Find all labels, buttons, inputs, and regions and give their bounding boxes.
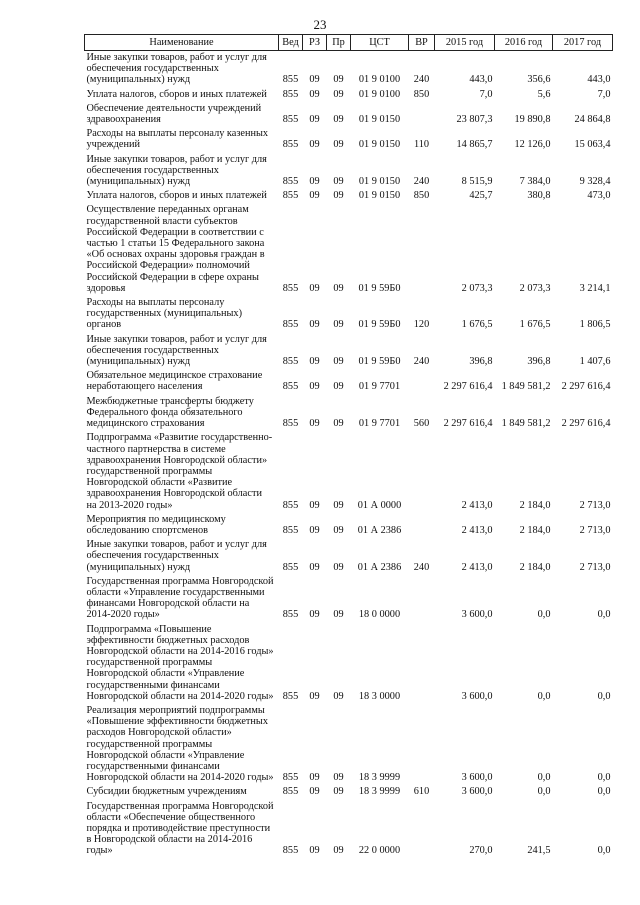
row-value-2017: 2 297 616,4 (561, 418, 611, 430)
row-vr: 240 (413, 176, 430, 188)
row-ved: 855 (282, 772, 299, 784)
table-row (85, 704, 613, 785)
header-2017: 2017 год (553, 35, 613, 51)
row-value-2017: 0,0 (597, 845, 611, 857)
row-ved: 855 (282, 88, 299, 100)
row-name: Мероприятия по медицинскому обследованию спортсменов (86, 513, 226, 536)
row-value-2016: 396,8 (527, 356, 551, 368)
row-value-2015: 23 807,3 (456, 114, 493, 126)
row-ved: 855 (282, 786, 299, 798)
table-row (85, 102, 613, 127)
row-rz: 09 (309, 418, 320, 430)
row-value-2017: 0,0 (597, 786, 611, 798)
row-pr: 09 (333, 139, 344, 151)
row-name: Подпрограмма «Повышение эффективности бюджетных расходов Новгородской области на 2014-2016 годы» государственной программы Новгородской области «Управление государственными финансами Новгородской области на 2014-2020 годы» (86, 623, 274, 702)
row-value-2016: 0,0 (537, 786, 551, 798)
table-row (85, 538, 613, 575)
row-pr: 09 (333, 114, 344, 126)
row-value-2017: 1 407,6 (579, 356, 611, 368)
header-cst: ЦСТ (351, 35, 409, 51)
row-value-2016: 241,5 (527, 845, 551, 857)
row-rz: 09 (309, 176, 320, 188)
row-cst: 22 0 0000 (358, 845, 401, 857)
table-row (85, 296, 613, 333)
row-value-2016: 0,0 (537, 772, 551, 784)
row-value-2016: 380,8 (527, 190, 551, 202)
row-pr: 09 (333, 381, 344, 393)
row-value-2016: 356,6 (527, 74, 551, 86)
row-value-2015: 2 297 616,4 (443, 418, 493, 430)
row-value-2016: 2 073,3 (519, 282, 551, 294)
table-row (85, 189, 613, 203)
row-name: Иные закупки товаров, работ и услуг для обеспечения государственных (муниципальных) нужд (86, 539, 267, 573)
row-value-2015: 2 413,0 (461, 561, 493, 573)
row-name: Обеспечение деятельности учреждений здравоохранения (86, 102, 262, 126)
row-value-2016: 19 890,8 (514, 114, 551, 126)
row-rz: 09 (309, 609, 320, 621)
header-pr: Пр (327, 35, 351, 51)
row-value-2015: 396,8 (469, 356, 493, 368)
row-rz: 09 (309, 561, 320, 573)
row-vr (409, 575, 435, 623)
table-body (85, 51, 613, 859)
row-name: Межбюджетные трансферты бюджету Федерального фонда обязательного медицинского страхования (86, 395, 254, 430)
row-pr: 09 (333, 190, 344, 202)
row-cst: 01 9 59Б0 (358, 319, 401, 331)
row-value-2016: 1 676,5 (519, 319, 551, 331)
row-vr (409, 369, 435, 394)
table-row (85, 88, 613, 102)
row-cst: 18 3 9999 (358, 786, 401, 798)
row-pr: 09 (333, 524, 344, 536)
row-vr (409, 513, 435, 538)
row-value-2017: 443,0 (587, 74, 611, 86)
row-rz: 09 (309, 524, 320, 536)
header-vr: ВР (409, 35, 435, 51)
row-value-2015: 2 413,0 (461, 524, 493, 536)
row-rz: 09 (309, 139, 320, 151)
row-value-2015: 14 865,7 (456, 139, 493, 151)
row-cst: 01 9 0150 (358, 190, 401, 202)
row-value-2017: 2 297 616,4 (561, 381, 611, 393)
row-value-2016: 2 184,0 (519, 524, 551, 536)
budget-table (84, 34, 613, 859)
row-cst: 01 А 0000 (357, 499, 402, 511)
row-value-2015: 3 600,0 (461, 772, 493, 784)
row-vr: 240 (413, 561, 430, 573)
row-vr (409, 704, 435, 785)
row-name: Государственная программа Новгородской области «Управление государственными финансами Новгородской области на 2014-2020 годы» (86, 575, 274, 621)
row-value-2017: 2 713,0 (579, 499, 611, 511)
header-name: Наименование (85, 35, 279, 51)
row-name: Расходы на выплаты персоналу казенных учреждений (86, 128, 269, 151)
row-vr: 560 (413, 418, 430, 430)
table-header (85, 35, 613, 51)
row-ved: 855 (282, 690, 299, 702)
row-value-2017: 2 713,0 (579, 561, 611, 573)
row-rz: 09 (309, 381, 320, 393)
row-rz: 09 (309, 772, 320, 784)
row-name: Подпрограмма «Развитие государственно-частного партнерства в системе здравоохранения Новгородской области» государственной программы Новгородской области «Развитие здравоохранения Новгородской области на 2013-2020 годы» (86, 432, 273, 511)
row-cst: 01 9 0100 (358, 88, 401, 100)
row-ved: 855 (282, 418, 299, 430)
row-pr: 09 (333, 418, 344, 430)
header-2015: 2015 год (435, 35, 495, 51)
table-row (85, 395, 613, 432)
row-value-2017: 0,0 (597, 609, 611, 621)
row-ved: 855 (282, 609, 299, 621)
row-value-2016: 2 184,0 (519, 499, 551, 511)
row-value-2016: 1 849 581,2 (501, 381, 551, 393)
row-vr (409, 800, 435, 859)
row-value-2015: 3 600,0 (461, 690, 493, 702)
row-value-2017: 15 063,4 (574, 139, 611, 151)
row-value-2016: 12 126,0 (514, 139, 551, 151)
row-pr: 09 (333, 319, 344, 331)
row-ved: 855 (282, 176, 299, 188)
row-rz: 09 (309, 319, 320, 331)
row-vr (409, 431, 435, 512)
row-vr: 240 (413, 74, 430, 86)
row-rz: 09 (309, 499, 320, 511)
row-cst: 01 9 59Б0 (358, 356, 401, 368)
row-value-2015: 2 073,3 (461, 282, 493, 294)
row-value-2017: 0,0 (597, 690, 611, 702)
row-cst: 01 9 59Б0 (358, 282, 401, 294)
row-vr: 850 (413, 88, 430, 100)
table-row (85, 369, 613, 394)
row-value-2017: 9 328,4 (579, 176, 611, 188)
row-value-2015: 1 676,5 (461, 319, 493, 331)
row-value-2017: 1 806,5 (579, 319, 611, 331)
row-value-2015: 3 600,0 (461, 786, 493, 798)
row-ved: 855 (282, 845, 299, 857)
table-row (85, 513, 613, 538)
row-name: Расходы на выплаты персоналу государственных (муниципальных) органов (86, 297, 243, 331)
row-cst: 01 9 0100 (358, 74, 401, 86)
row-pr: 09 (333, 88, 344, 100)
row-value-2016: 1 849 581,2 (501, 418, 551, 430)
row-value-2016: 0,0 (537, 690, 551, 702)
row-pr: 09 (333, 74, 344, 86)
row-cst: 18 3 0000 (358, 690, 401, 702)
row-value-2017: 0,0 (597, 772, 611, 784)
row-value-2015: 2 297 616,4 (443, 381, 493, 393)
row-vr: 850 (413, 190, 430, 202)
row-rz: 09 (309, 690, 320, 702)
row-rz: 09 (309, 74, 320, 86)
row-ved: 855 (282, 74, 299, 86)
row-pr: 09 (333, 176, 344, 188)
row-name: Субсидии бюджетным учреждениям (86, 786, 247, 798)
row-pr: 09 (333, 609, 344, 621)
row-pr: 09 (333, 786, 344, 798)
row-cst: 01 9 0150 (358, 114, 401, 126)
row-ved: 855 (282, 190, 299, 202)
row-value-2017: 7,0 (597, 88, 611, 100)
row-ved: 855 (282, 561, 299, 573)
row-name: Реализация мероприятий подпрограммы «Повышение эффективности бюджетных расходов Новгородской области» государственной программы Новгородской области «Управление государственными финансами Новгородской области на 2014-2020 годы» (86, 704, 274, 784)
row-pr: 09 (333, 690, 344, 702)
table-row (85, 333, 613, 370)
row-cst: 01 9 0150 (358, 139, 401, 151)
row-value-2017: 2 713,0 (579, 524, 611, 536)
table-row (85, 153, 613, 190)
row-ved: 855 (282, 381, 299, 393)
row-cst: 01 9 7701 (358, 418, 401, 430)
row-value-2016: 0,0 (537, 609, 551, 621)
row-rz: 09 (309, 190, 320, 202)
table-row (85, 785, 613, 799)
row-name: Иные закупки товаров, работ и услуг для обеспечения государственных (муниципальных) нужд (86, 52, 267, 86)
row-ved: 855 (282, 524, 299, 536)
row-rz: 09 (309, 845, 320, 857)
row-pr: 09 (333, 499, 344, 511)
row-vr (409, 203, 435, 296)
row-value-2015: 7,0 (479, 88, 493, 100)
row-ved: 855 (282, 282, 299, 294)
row-value-2015: 425,7 (469, 190, 493, 202)
table-row (85, 431, 613, 512)
row-value-2015: 8 515,9 (461, 176, 493, 188)
table-row (85, 203, 613, 296)
table-row (85, 51, 613, 88)
table-row (85, 623, 613, 704)
row-name: Государственная программа Новгородской области «Обеспечение общественного порядка и противодействие преступности в Новгородской области на 2014-2016 годы» (86, 800, 274, 857)
row-pr: 09 (333, 772, 344, 784)
row-cst: 01 А 2386 (357, 561, 402, 573)
row-name: Уплата налогов, сборов и иных платежей (86, 88, 267, 100)
row-value-2015: 2 413,0 (461, 499, 493, 511)
row-ved: 855 (282, 114, 299, 126)
row-vr: 610 (413, 786, 430, 798)
row-value-2016: 7 384,0 (519, 176, 551, 188)
row-value-2016: 5,6 (537, 88, 551, 100)
row-ved: 855 (282, 356, 299, 368)
header-rz: РЗ (303, 35, 327, 51)
row-rz: 09 (309, 356, 320, 368)
table-row (85, 800, 613, 859)
page-number: 23 (313, 17, 327, 32)
row-ved: 855 (282, 139, 299, 151)
row-vr: 240 (413, 356, 430, 368)
row-rz: 09 (309, 282, 320, 294)
row-name: Уплата налогов, сборов и иных платежей (86, 190, 267, 202)
row-pr: 09 (333, 356, 344, 368)
row-ved: 855 (282, 319, 299, 331)
row-value-2016: 2 184,0 (519, 561, 551, 573)
row-value-2015: 443,0 (469, 74, 493, 86)
row-cst: 18 3 9999 (358, 772, 401, 784)
row-name: Осуществление переданных органам государственной власти субъектов Российской Федерации в соответствии с частью 1 статьи 15 Федерального закона «Об основах охраны здоровья граждан в Российской Федерации» полномочий Российской Федерации в сфере охраны здоровья (86, 204, 265, 294)
row-value-2017: 473,0 (587, 190, 611, 202)
header-2016: 2016 год (495, 35, 553, 51)
row-pr: 09 (333, 282, 344, 294)
table-row (85, 127, 613, 152)
row-pr: 09 (333, 845, 344, 857)
row-vr: 120 (413, 319, 430, 331)
header-ved: Вед (279, 35, 303, 51)
row-rz: 09 (309, 88, 320, 100)
row-value-2017: 3 214,1 (579, 282, 611, 294)
row-name: Иные закупки товаров, работ и услуг для обеспечения государственных (муниципальных) нужд (86, 333, 267, 368)
row-value-2015: 3 600,0 (461, 609, 493, 621)
row-vr (409, 623, 435, 704)
row-cst: 01 А 2386 (357, 524, 402, 536)
row-ved: 855 (282, 499, 299, 511)
row-cst: 01 9 7701 (358, 381, 401, 393)
row-cst: 01 9 0150 (358, 176, 401, 188)
row-vr: 110 (413, 139, 430, 151)
row-vr (409, 102, 435, 127)
row-rz: 09 (309, 786, 320, 798)
row-value-2015: 270,0 (469, 845, 493, 857)
row-cst: 18 0 0000 (358, 609, 401, 621)
row-name: Иные закупки товаров, работ и услуг для обеспечения государственных (муниципальных) нужд (86, 153, 267, 188)
row-pr: 09 (333, 561, 344, 573)
row-rz: 09 (309, 114, 320, 126)
row-value-2017: 24 864,8 (574, 114, 611, 126)
row-name: Обязательное медицинское страхование неработающего населения (86, 370, 263, 393)
table-row (85, 575, 613, 623)
